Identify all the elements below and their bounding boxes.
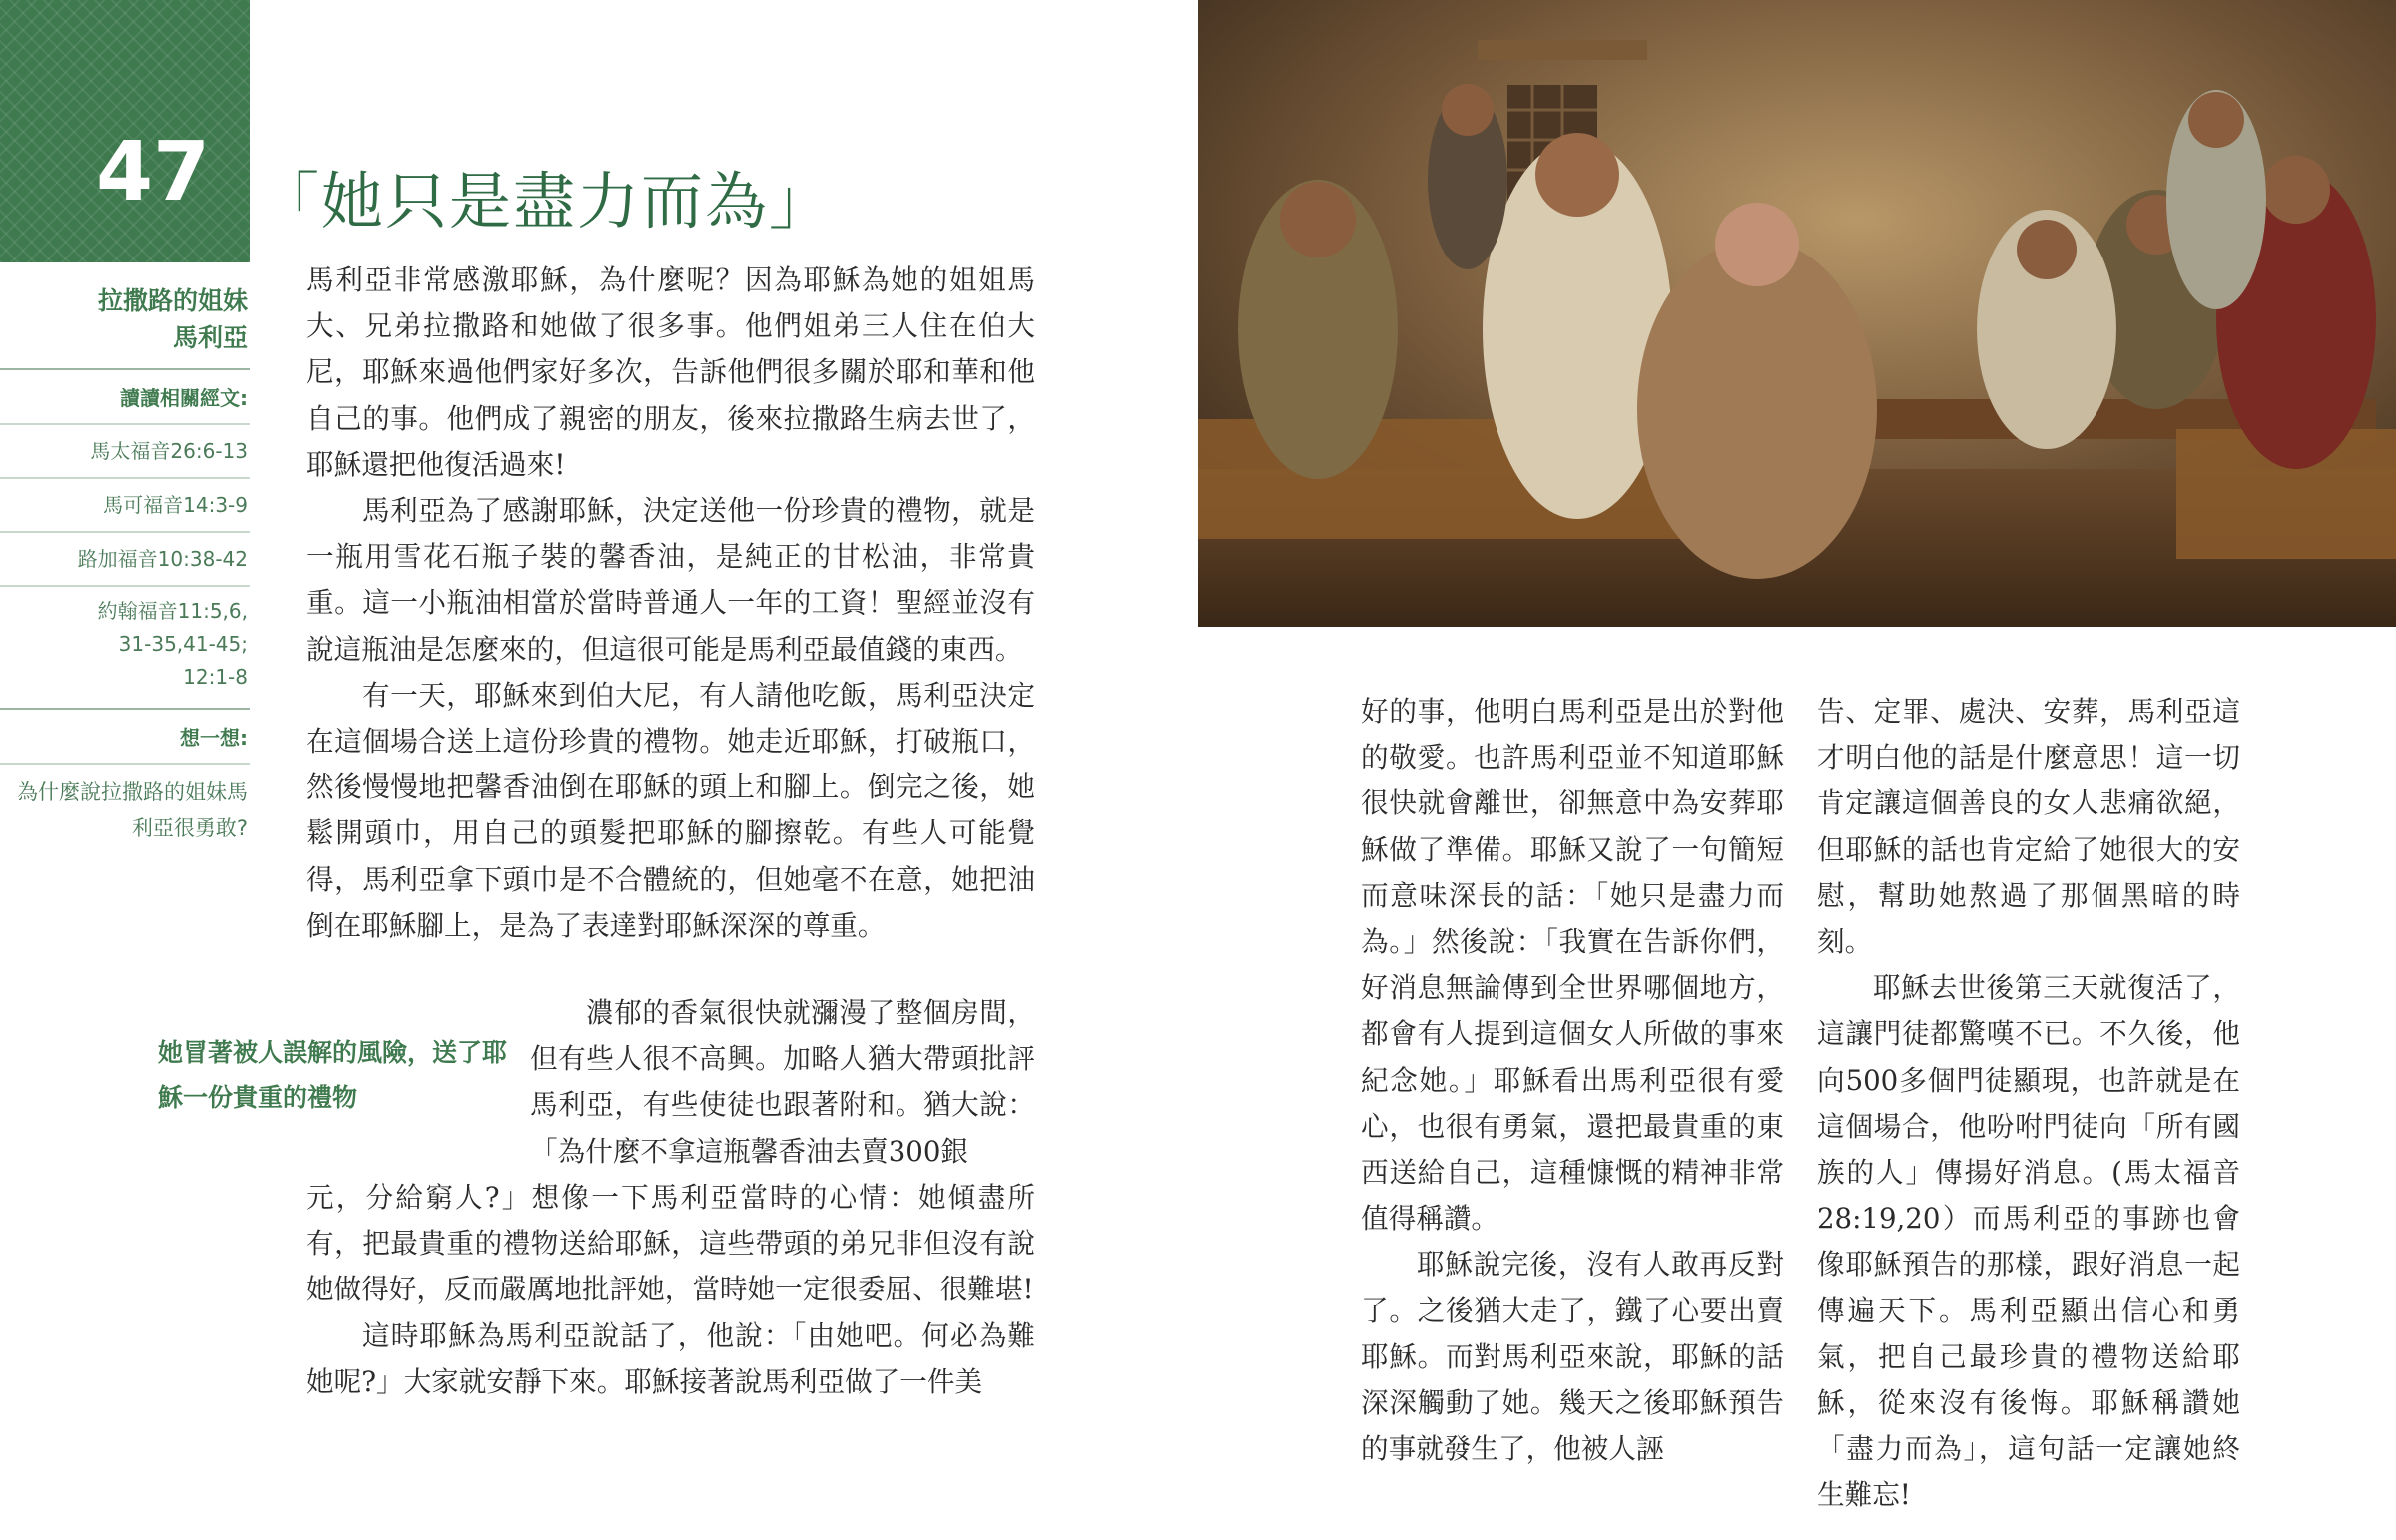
scripture-reference: 馬可福音14:3-9 <box>0 477 250 531</box>
scripture-reference: 馬太福音26:6-13 <box>0 423 250 477</box>
body-column-2 <box>1361 689 1784 1472</box>
body-paragraph: 有一天，耶穌來到伯大尼，有人請他吃飯，馬利亞決定在這個場合送上這份珍貴的禮物。她走近耶穌，打破瓶口，然後慢慢地把馨香油倒在耶穌的頭上和腳上。倒完之後，她鬆開頭巾，用自己的頭髮把耶穌的腳擦乾。有些人可能覺得，馬利亞拿下頭巾是不合體統的，但她毫不在意，她把油倒在耶穌腳上，是為了表達對耶穌深深的尊重。 <box>306 678 1035 942</box>
body-paragraph: 耶穌說完後，沒有人敢再反對了。之後猶大走了，鐵了心要出賣耶穌。而對馬利亞來說，耶穌的話深深觸動了她。幾天之後耶穌預告的事就發生了，他被人誣 <box>1361 1248 1784 1466</box>
illustration <box>1198 0 2396 627</box>
person-line: 馬利亞 <box>172 323 248 352</box>
reference-line: 31-35,41-45; <box>118 632 248 656</box>
pull-quote: 她冒著被人誤解的風險，送了耶穌一份貴重的禮物 <box>158 1038 508 1112</box>
body-column-1-pull-wrap <box>530 990 1035 1175</box>
person-line: 拉撒路的姐妹 <box>97 286 248 315</box>
body-paragraph: 濃郁的香氣很快就瀰漫了整個房間，但有些人很不高興。加略人猶大帶頭批評馬利亞，有些使徒也跟著附和。猶大說：「為什麼不拿這瓶馨香油去賣300銀 <box>530 996 1035 1168</box>
body-paragraph: 元，分給窮人?」想像一下馬利亞當時的心情：她傾盡所有，把最貴重的禮物送給耶穌，這些帶頭的弟兄非但沒有說她做得好，反而嚴厲地批評她，當時她一定很委屈、很難堪! <box>306 1181 1035 1306</box>
page-title: 「她只是盡力而為」 <box>258 165 834 238</box>
body-column-3 <box>1817 689 2240 1519</box>
reference-line: 12:1-8 <box>183 665 248 689</box>
body-column-1-bottom <box>306 1175 1035 1405</box>
lesson-number-badge <box>0 0 250 262</box>
think-question: 為什麼說拉撒路的姐妹馬利亞很勇敢? <box>17 780 248 840</box>
read-heading: 讀讀相關經文: <box>120 386 248 410</box>
body-paragraph: 好的事，他明白馬利亞是出於對他的敬愛。也許馬利亞並不知道耶穌很快就會離世，卻無意中為安葬耶穌做了準備。耶穌又說了一句簡短而意味深長的話：「她只是盡力而為。」然後說：「我實在告訴你們，好消息無論傳到全世界哪個地方，都會有人提到這個女人所做的事來紀念她。」耶穌看出馬利亞很有愛心，也很有勇氣，還把最貴重的東西送給自己，這種慷慨的精神非常值得稱讚。 <box>1361 695 1784 1236</box>
think-heading: 想一想: <box>180 726 248 750</box>
body-paragraph: 馬利亞非常感激耶穌，為什麼呢？因為耶穌為她的姐姐馬大、兄弟拉撒路和她做了很多事。他們姐弟三人住在伯大尼，耶穌來過他們家好多次，告訴他們很多關於耶和華和他自己的事。他們成了親密的朋友，後來拉撒路生病去世了，耶穌還把他復活過來! <box>306 263 1035 481</box>
scripture-reference: 路加福音10:38-42 <box>0 531 250 585</box>
body-paragraph: 這時耶穌為馬利亞說話了，他說：「由她吧。何必為難她呢?」大家就安靜下來。耶穌接著說馬利亞做了一件美 <box>306 1318 1035 1398</box>
scripture-reference <box>0 585 250 706</box>
body-column-1 <box>306 257 1035 949</box>
sidebar-person-heading <box>0 282 250 356</box>
body-paragraph: 告、定罪、處決、安葬，馬利亞這才明白他的話是什麼意思！這一切肯定讓這個善良的女人悲痛欲絕，但耶穌的話也肯定給了她很大的安慰，幫助她熬過了那個黑暗的時刻。 <box>1817 695 2240 959</box>
body-paragraph: 馬利亞為了感謝耶穌，決定送他一份珍貴的禮物，就是一瓶用雪花石瓶子裝的馨香油，是純正的甘松油，非常貴重。這一小瓶油相當於當時普通人一年的工資！聖經並沒有說這瓶油是怎麼來的，但這很可能是馬利亞最值錢的東西。 <box>306 494 1035 666</box>
lesson-number: 47 <box>96 125 211 220</box>
sidebar <box>0 282 250 846</box>
reference-line: 約翰福音11:5,6, <box>97 599 248 623</box>
body-paragraph: 耶穌去世後第三天就復活了，這讓門徒都驚嘆不已。不久後，他向500多個門徒顯現，也許就是在這個場合，他吩咐門徒向「所有國族的人」傳揚好消息。(馬太福音28:19,20）而馬利亞的事跡也會像耶穌預告的那樣，跟好消息一起傳遍天下。馬利亞顯出信心和勇氣，把自己最珍貴的禮物送給耶穌，從來沒有後悔。耶穌稱讚她「盡力而為」，這句話一定讓她終生難忘! <box>1817 971 2240 1512</box>
